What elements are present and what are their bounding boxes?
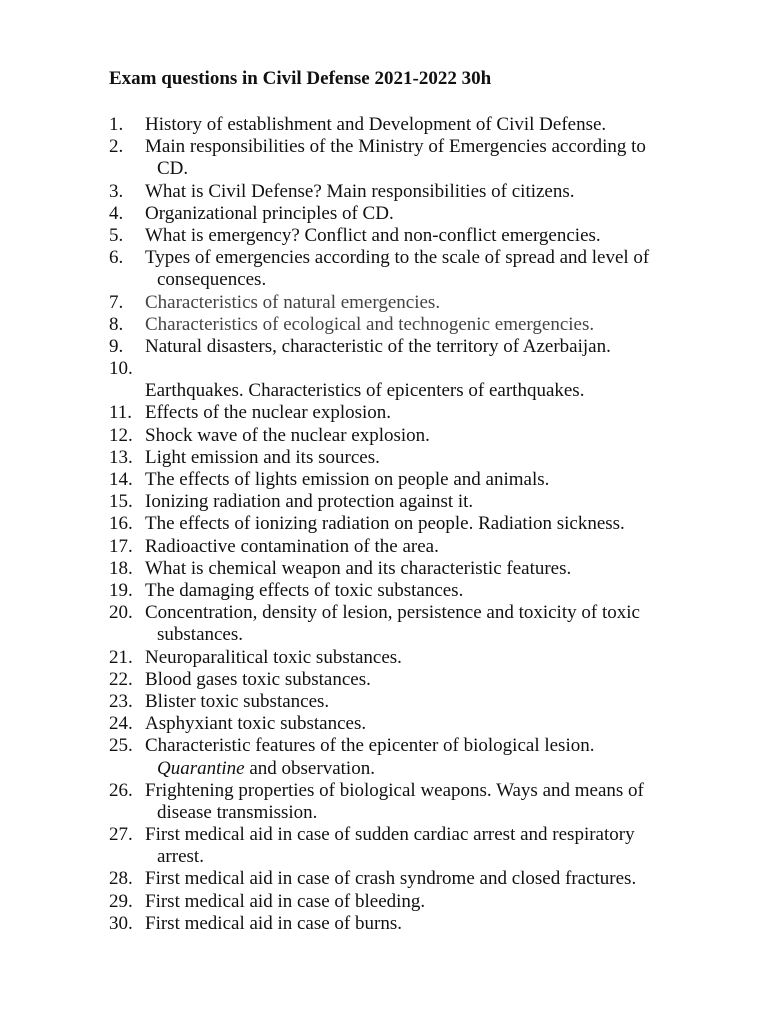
question-number: 24. (109, 713, 133, 735)
question-number: 16. (109, 513, 133, 535)
question-number: 17. (109, 535, 133, 557)
question-number: 2. (109, 136, 124, 158)
question-text: Radioactive contamination of the area. (145, 535, 439, 557)
question-number: 8. (109, 313, 124, 335)
question-number: 29. (109, 890, 133, 912)
question-item (0, 447, 768, 469)
question-item (0, 580, 768, 602)
question-item (0, 713, 768, 735)
question-text: First medical aid in case of sudden cardiac arrest and respiratory (145, 824, 635, 846)
question-number: 19. (109, 579, 133, 601)
question-item (0, 824, 768, 868)
question-number: 4. (109, 202, 124, 224)
question-item (0, 358, 768, 402)
question-item (0, 292, 768, 314)
question-text: The effects of lights emission on people and animals. (145, 469, 550, 491)
question-text: First medical aid in case of burns. (145, 912, 402, 934)
question-text: What is Civil Defense? Main responsibilities of citizens. (145, 180, 575, 202)
question-text-remainder: and observation. (244, 757, 375, 779)
question-number: 26. (109, 779, 133, 801)
question-text: Types of emergencies according to the scale of spread and level of (145, 247, 650, 269)
question-text-continuation: disease transmission. (157, 801, 318, 823)
question-item (0, 602, 768, 646)
question-text: Asphyxiant toxic substances. (145, 713, 367, 735)
question-text: Main responsibilities of the Ministry of Emergencies according to (145, 136, 646, 158)
question-number: 18. (109, 557, 133, 579)
question-text: Ionizing radiation and protection against it. (145, 491, 474, 513)
question-text: What is emergency? Conflict and non-conflict emergencies. (145, 224, 601, 246)
question-number: 7. (109, 291, 124, 313)
question-item (0, 780, 768, 824)
question-number: 13. (109, 446, 133, 468)
question-item (0, 868, 768, 890)
question-item (0, 336, 768, 358)
question-item (0, 225, 768, 247)
question-item (0, 114, 768, 136)
question-item (0, 536, 768, 558)
question-item (0, 735, 768, 779)
question-text: The damaging effects of toxic substances. (145, 579, 464, 601)
question-number: 23. (109, 690, 133, 712)
question-text: First medical aid in case of bleeding. (145, 890, 426, 912)
question-number: 14. (109, 469, 133, 491)
question-item (0, 247, 768, 291)
italic-term: Quarantine (157, 757, 245, 779)
question-text: Blood gases toxic substances. (145, 668, 371, 690)
question-text-continuation: consequences. (157, 269, 267, 291)
question-item (0, 513, 768, 535)
question-text: What is chemical weapon and its characteristic features. (145, 557, 572, 579)
question-item (0, 913, 768, 935)
question-number: 6. (109, 247, 124, 269)
question-number: 1. (109, 114, 124, 135)
question-number: 12. (109, 424, 133, 446)
question-item (0, 691, 768, 713)
question-item (0, 891, 768, 913)
question-number: 15. (109, 491, 133, 513)
question-text-continuation: CD. (157, 158, 189, 180)
question-list (0, 114, 768, 935)
question-text: Natural disasters, characteristic of the territory of Azerbaijan. (145, 335, 611, 357)
question-item (0, 647, 768, 669)
question-item (0, 203, 768, 225)
question-text: Concentration, density of lesion, persistence and toxicity of toxic (145, 602, 640, 624)
question-item (0, 469, 768, 491)
question-text: Light emission and its sources. (145, 446, 380, 468)
question-text: Characteristics of natural emergencies. (145, 291, 441, 313)
question-item (0, 402, 768, 424)
question-number: 10. (109, 358, 133, 380)
question-text: Neuroparalitical toxic substances. (145, 646, 402, 668)
question-text: Shock wave of the nuclear explosion. (145, 424, 430, 446)
question-number: 20. (109, 602, 133, 624)
question-number: 30. (109, 912, 133, 934)
question-text: The effects of ionizing radiation on people. Radiation sickness. (145, 513, 625, 535)
question-text-continuation: arrest. (157, 846, 204, 868)
question-number: 21. (109, 646, 133, 668)
question-number: 5. (109, 224, 124, 246)
question-item (0, 136, 768, 180)
question-item (0, 558, 768, 580)
question-number: 25. (109, 735, 133, 757)
question-text: Blister toxic substances. (145, 690, 330, 712)
question-number: 3. (109, 180, 124, 202)
question-text: Frightening properties of biological weapons. Ways and means of (145, 779, 644, 801)
question-item (0, 669, 768, 691)
question-text: Characteristics of ecological and technogenic emergencies. (145, 313, 595, 335)
question-text-continuation (157, 758, 375, 780)
question-text: First medical aid in case of crash syndrome and closed fractures. (145, 868, 637, 890)
question-text: Characteristic features of the epicenter of biological lesion. (145, 735, 595, 757)
question-item (0, 314, 768, 336)
question-number: 22. (109, 668, 133, 690)
question-text: History of establishment and Development of Civil Defense. (145, 114, 607, 135)
question-text-continuation: Earthquakes. Characteristics of epicenters of earthquakes. (145, 380, 585, 402)
question-number: 11. (109, 402, 133, 424)
question-number: 28. (109, 868, 133, 890)
question-text: Effects of the nuclear explosion. (145, 402, 392, 424)
question-number: 9. (109, 335, 124, 357)
question-item (0, 181, 768, 203)
question-number: 27. (109, 824, 133, 846)
question-item (0, 425, 768, 447)
question-text: Organizational principles of CD. (145, 202, 394, 224)
question-text-continuation: substances. (157, 624, 244, 646)
document-title: Exam questions in Civil Defense 2021-2022 30h (109, 68, 492, 89)
question-item (0, 491, 768, 513)
